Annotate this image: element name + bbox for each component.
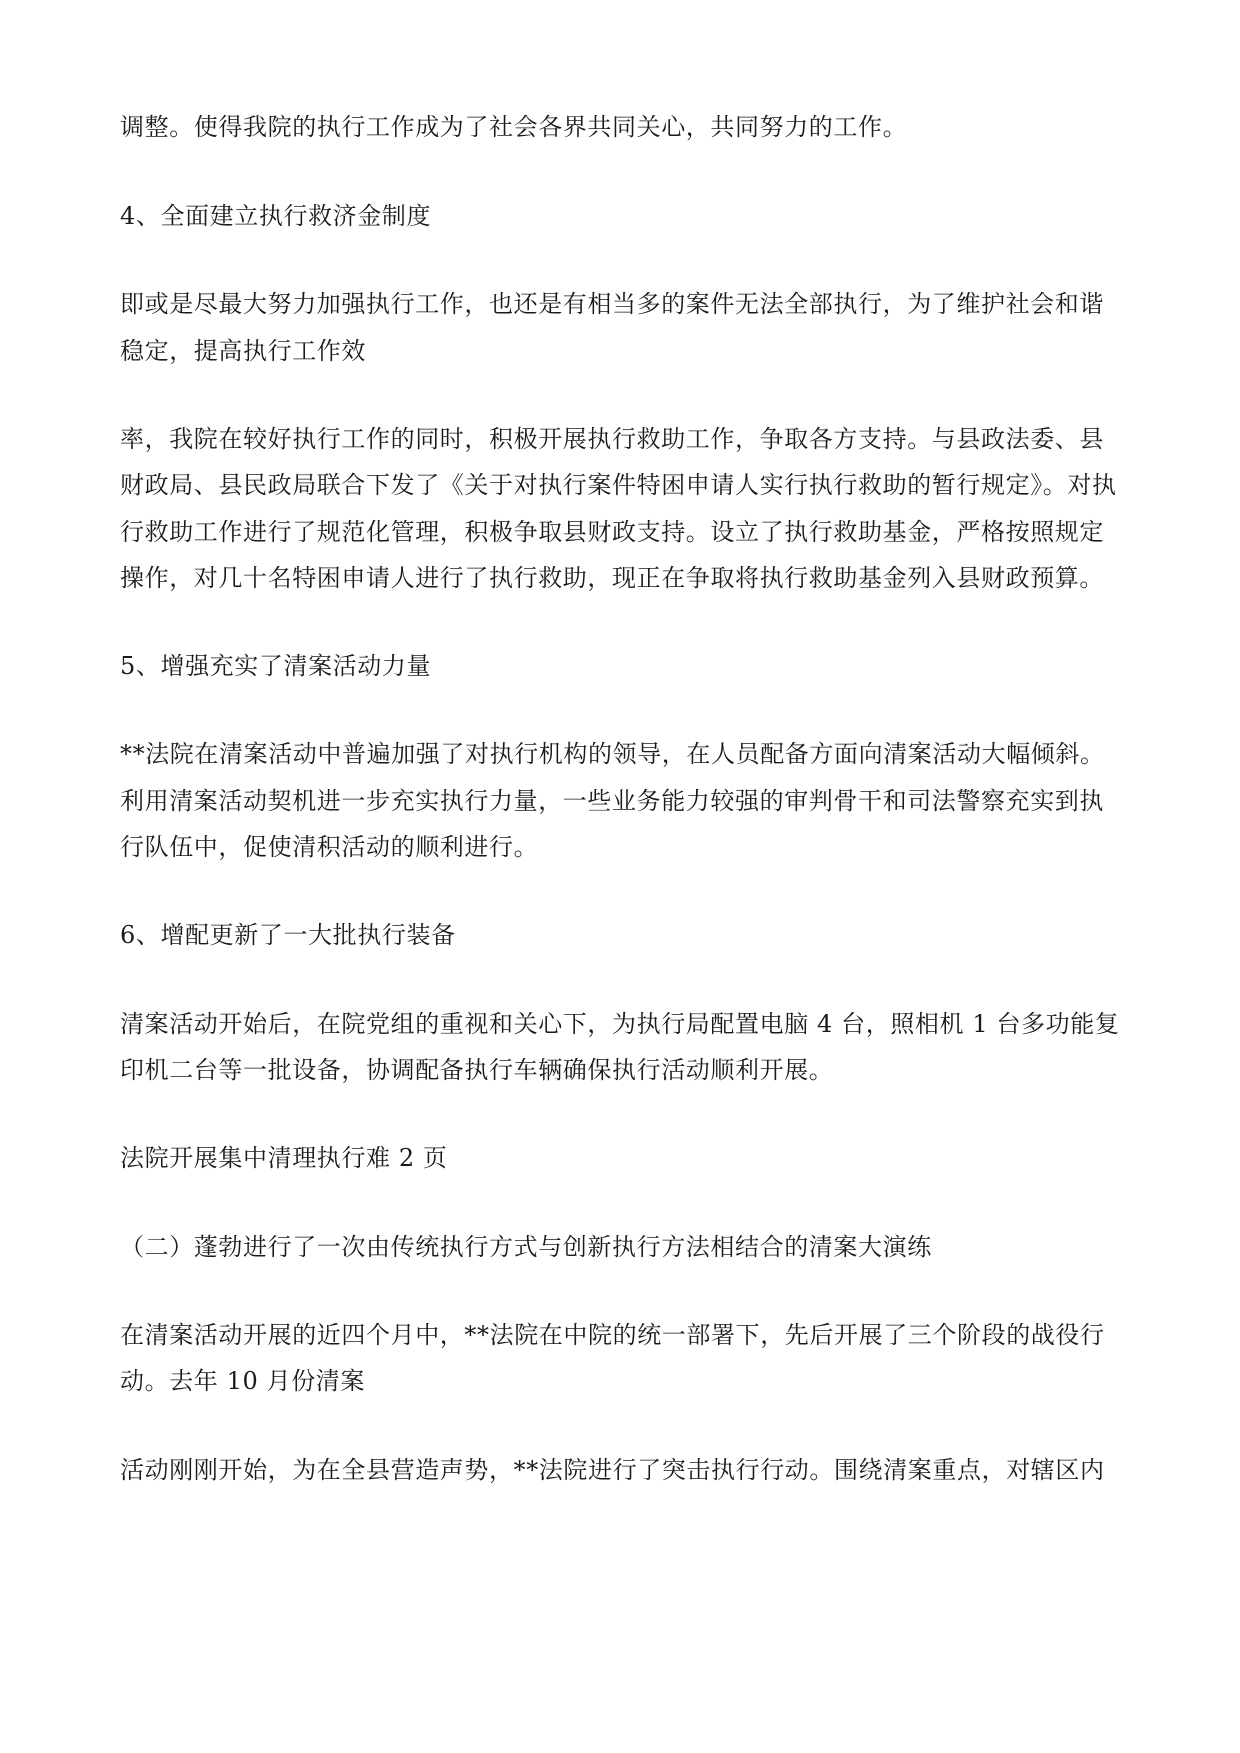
text-line: 清案活动开始后，在院党组的重视和关心下，为执行局配置电脑 4 台，照相机 1 台多功能复 — [120, 1010, 1120, 1038]
text-line: 动。去年 10 月份清案 — [120, 1367, 365, 1395]
text-line: 在清案活动开展的近四个月中，**法院在中院的统一部署下，先后开展了三个阶段的战役行 — [120, 1321, 1105, 1349]
text-line: 行队伍中，促使清积活动的顺利进行。 — [120, 833, 539, 861]
text-line: 利用清案活动契机进一步充实执行力量，一些业务能力较强的审判骨干和司法警察充实到执 — [120, 787, 1104, 815]
text-line: 印机二台等一批设备，协调配备执行车辆确保执行活动顺利开展。 — [120, 1056, 834, 1084]
text-line: 操作，对几十名特困申请人进行了执行救助，现正在争取将执行救助基金列入县财政预算。 — [120, 564, 1104, 592]
text-line: 调整。使得我院的执行工作成为了社会各界共同关心，共同努力的工作。 — [120, 113, 908, 141]
text-line: 即或是尽最大努力加强执行工作，也还是有相当多的案件无法全部执行，为了维护社会和谐 — [120, 290, 1104, 318]
text-line: 法院开展集中清理执行难 2 页 — [120, 1144, 448, 1172]
text-line: 活动刚刚开始，为在全县营造声势，**法院进行了突击执行行动。围绕清案重点，对辖区内 — [120, 1456, 1105, 1484]
text-line: **法院在清案活动中普遍加强了对执行机构的领导，在人员配备方面向清案活动大幅倾斜。 — [120, 740, 1105, 768]
section-heading: 5、增强充实了清案活动力量 — [120, 652, 432, 680]
text-line: 稳定，提高执行工作效 — [120, 337, 366, 365]
text-line: 率，我院在较好执行工作的同时，积极开展执行救助工作，争取各方支持。与县政法委、县 — [120, 425, 1104, 453]
section-heading: 6、增配更新了一大批执行装备 — [120, 921, 456, 949]
section-heading: 4、全面建立执行救济金制度 — [120, 202, 432, 230]
text-line: 行救助工作进行了规范化管理，积极争取县财政支持。设立了执行救助基金，严格按照规定 — [120, 518, 1104, 546]
section-heading: （二）蓬勃进行了一次由传统执行方式与创新执行方法相结合的清案大演练 — [120, 1233, 932, 1261]
text-line: 财政局、县民政局联合下发了《关于对执行案件特困申请人实行执行救助的暂行规定》。对执 — [120, 471, 1117, 499]
